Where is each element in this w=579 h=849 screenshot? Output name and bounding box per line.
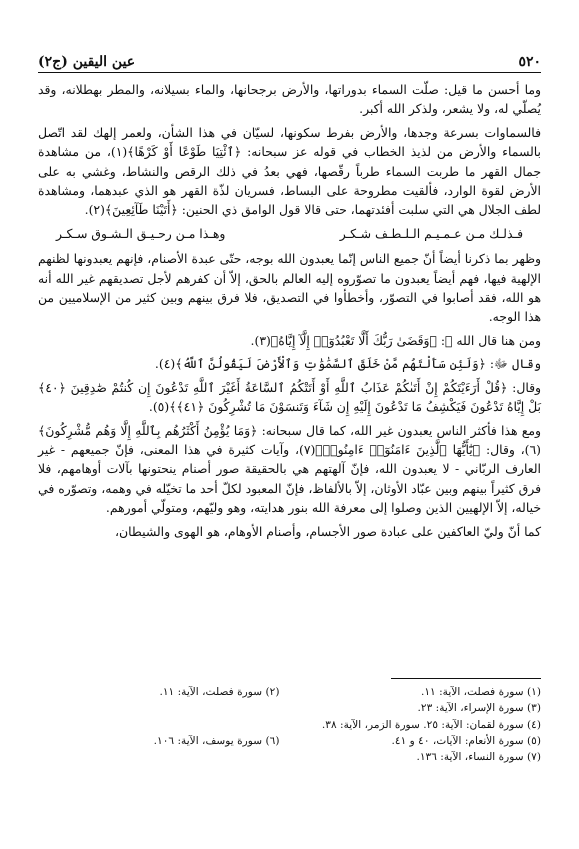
paragraph: وظهر بما ذكرنا أيضاً أنّ جميع الناس إنّما يعبدون الله بوجه، حتّى عبدة الأصنام، فإنهم يعبدونها لظنهم الإلهية فيها، فهم أيضاً يعبدون ما تصوّروه إليه العالم بالحق، إلاّ أن كفرهم لأجل تصديقهم غير الله أنه هو الله، فقد أصابوا في التصوّر، وأخطأوا في التصديق، فلا فرق بينهم وبين كثير من الإسلاميين من هذا الوجه. — [38, 251, 541, 325]
poem-hemistich-second: وهـذا مـن رحـيـق الـشـوق سـكـر — [56, 225, 226, 241]
poem-hemistich-first: فـذلـك مـن عـمـيـم الـلـطـف شـكـر — [339, 225, 523, 241]
book-title: عين اليقين (ج٢) — [38, 54, 136, 70]
paragraph: كما أنّ وليّ العاكفين على عبادة صور الأجسام، وأصنام الأوهام، هو الهوى والشيطان، — [115, 523, 541, 539]
footnote-text: سورة لقمان: الآية: ٢٥. سورة الزمر، الآية: ٣٨. — [321, 718, 524, 731]
footnote-text: سورة النساء، الآية: ١٣٦. — [416, 751, 524, 764]
footnote-text: سورة يوسف، الآية: ١٠٦. — [153, 734, 263, 747]
footnote — [279, 700, 541, 716]
footnote-row — [38, 700, 541, 716]
footnote-number: (٥) — [527, 734, 541, 747]
paragraph: وقال ﷻ: ﴿وَلَئِن سَأَلْتَهُم مَّنْ خَلَقَ ٱلسَّمَٰوَٰتِ وَٱلْأَرْضَ لَيَقُولُنَّ ٱللَّهُ﴾(٤). — [154, 356, 541, 372]
footnote-number: (٦) — [265, 734, 280, 747]
main-text — [38, 80, 541, 545]
paragraph: ومن هنا قال الله ﷻ: ﴿وَقَضَىٰ رَبُّكَ أَلَّا تَعْبُدُوٓا۟ إِلَّآ إِيَّاهُ﴾(٣). — [250, 332, 541, 348]
poem-verse — [56, 224, 523, 243]
footnote-number: (٤) — [527, 718, 541, 731]
page-number: ٥٢٠ — [518, 54, 541, 70]
paragraph: ومع هذا فأكثر الناس يعبدون غير الله، كما قال سبحانه: ﴿وَمَا يُؤْمِنُ أَكْثَرُهُم بِٱللَّهِ إِلَّا وَهُم مُّشْرِكُونَ﴾(٦)، وقال: ﴿يَٰٓأَيُّهَا ٱلَّذِينَ ءَامَنُوٓا۟ ءَامِنُوا۟﴾(٧)، وآيات كثيرة في هذا المعنى، فإنّ جميعهم - غير العارف الربّاني - لا يعبدون الله، فإنّ آلهتهم هي بالحقيقة صور أصنام ينحتونها بآلات أوهامهم، فلا فرق كثيراً بينهم وبين عبّاد الأوثان، إلاّ بالألفاظ، فإنّ المعبود لكلّ أحد ما تخيّله في وهمه، وتصوّره في خياله، إلاّ الإلهيين الذين وصلوا إلى معرفة الله بنور هدايته، وهو وليّهم، ومتولّي أمورهم. — [38, 422, 541, 516]
footnote — [279, 749, 541, 765]
paragraph: فالسماوات بسرعة وجدها، والأرض بفرط سكونها، لسيّان في هذا الشأن، ولعمر إلهك لقد اتّصل بالسماء والأرض من لذيذ الخطاب في قوله عز سبحانه: ﴿ٱئْتِيَا طَوْعًا أَوْ كَرْهًا﴾(١)، من مشاهدة جمال القهر ما طربت السماء طرباً رقّصها، فهي بعدُ في ذلك الرقص والنشاط، وغشي به على الأرض لقوة الوارد، فألقيت مطروحة على البساط، فسريان لذّة القهر هو الذي عبدهما، ومشاهدة لطف الجلال هي التي سلبت أفئدتهما، حتى قالا قول الوامق ذي الحنين: ﴿أَتَيْنَا طَآئِعِينَ﴾(٢). — [38, 124, 542, 218]
footnote-text: سورة فصلت، الآية: ١١. — [420, 686, 524, 698]
footnote-row — [38, 684, 541, 700]
footnote-divider — [391, 678, 541, 679]
footnote — [38, 733, 279, 749]
footnote-number: (٧) — [527, 751, 541, 764]
footnote-text: سورة الأنعام: الآيات، ٤٠ و ٤١. — [391, 734, 524, 747]
header-divider — [38, 72, 541, 73]
footnote — [279, 717, 541, 733]
footnote-text: سورة الإسراء، الآية: ٢٣. — [417, 702, 524, 715]
footnotes — [38, 684, 541, 765]
footnote — [279, 684, 541, 700]
footnote-row — [38, 717, 541, 733]
footnote — [279, 733, 541, 749]
footnote-number: (٣) — [527, 702, 541, 715]
paragraph: وقال: ﴿قُلْ أَرَءَيْتَكُمْ إِنْ أَتَىٰكُمْ عَذَابُ ٱللَّهِ أَوْ أَتَتْكُمُ ٱلسَّاعَةُ أَغَيْرَ ٱللَّهِ تَدْعُونَ إِن كُنتُمْ صَٰدِقِينَ ﴿٤٠﴾ بَلْ إِيَّاهُ تَدْعُونَ فَيَكْشِفُ مَا تَدْعُونَ إِلَيْهِ إِن شَآءَ وَتَنسَوْنَ مَا تُشْرِكُونَ ﴿٤١﴾﴾(٥). — [38, 379, 541, 415]
footnote-number: (٢) — [265, 686, 280, 698]
footnote-row — [38, 733, 541, 749]
footnote-number: (١) — [527, 686, 541, 698]
footnote — [38, 684, 279, 700]
page-header — [38, 48, 541, 70]
footnote-text: سورة فصلت، الآية: ١١. — [159, 686, 263, 698]
footnote-row — [38, 749, 541, 765]
paragraph: وما أحسن ما قيل: صلّت السماء بدوراتها، والأرض برجحانها، والماء بسيلانه، والمطر بهطلانه، وقد يُصلّي له، ولا يشعر، ولذكر الله أكبر. — [38, 82, 541, 117]
